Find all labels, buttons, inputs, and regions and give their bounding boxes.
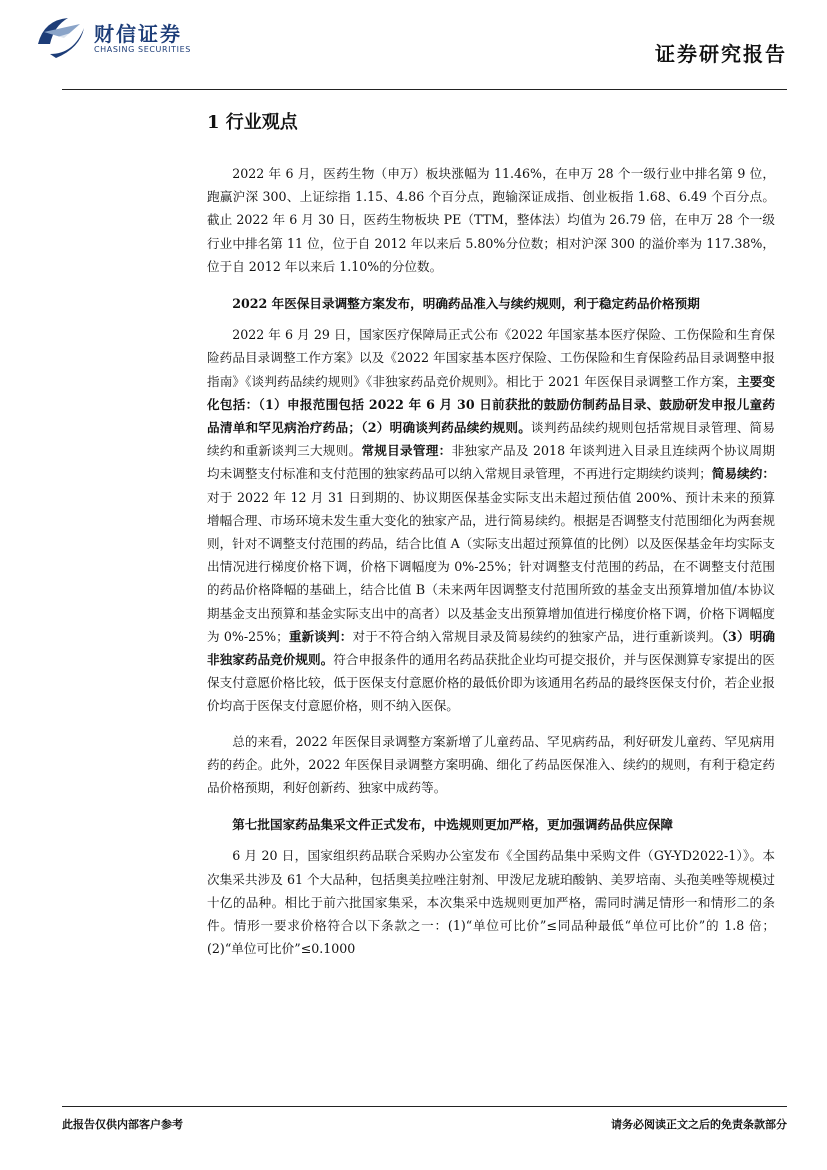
page-header xyxy=(0,0,827,92)
section-title: 1 行业观点 xyxy=(207,112,298,133)
logo-mark-icon xyxy=(34,14,88,60)
footer-disclaimer-right: 请务必阅读正文之后的免责条款部分 xyxy=(611,1118,787,1131)
text-segment: 符合申报条件的通用名药品获批企业均可提交报价，并与医保测算专家提出的医保支付意愿价格比较，低于医保支付意愿价格的最低价即为该通用名药品的最终医保支付价，若企业报价均高于医保支付意愿价格，则不纳入医保。 xyxy=(207,652,776,714)
paragraph-summary: 总的来看，2022 年医保目录调整方案新增了儿童药品、罕见病药品，利好研发儿童药、罕见病用药的药企。此外，2022 年医保目录调整方案明确、细化了药品医保准入、续约的规则，有利于稳定药品价格预期，利好创新药、独家中成药等。 xyxy=(207,733,775,796)
bold-text-segment: 简易续约： xyxy=(711,466,776,482)
bold-text-segment: 主要变化包括：（1）申报范围包括 2022 年 6 月 30 日前获批的鼓励仿制药品目录、鼓励研发申报儿童药品清单和罕见病治疗药品；（2）明确谈判药品续约规则。 xyxy=(207,373,775,436)
paragraph-insurance-catalog xyxy=(207,323,775,717)
text-segment: 2022 年 6 月 29 日，国家医疗保障局正式公布《2022 年国家基本医疗保险、工伤保险和生育保险药品目录调整工作方案》以及《2022 年国家基本医疗保险、工伤保险和生育保险药品目录调整申报指南》《谈判药品续约规则》《非独家药品竞价规则》。相比于 2021 年医保目录调整工作方案， xyxy=(207,327,775,389)
header-divider xyxy=(62,89,787,90)
logo-chinese-name: 财信证券 xyxy=(94,22,182,46)
logo-english-name: CHASING SECURITIES xyxy=(94,45,191,54)
paragraph-market-performance: 2022 年 6 月，医药生物（申万）板块涨幅为 11.46%，在申万 28 个一级行业中排名第 9 位，跑赢沪深 300、上证综指 1.15、4.86 个百分点，跑输深证成指、创业板指 1.68、6.49 个百分点。截止 2022 年 6 月 30 日，医药生物板块 PE（TTM，整体法）均值为 26.79 倍，在申万 28 个一级行业中排名第 11 位，位于自 2012 年以来后 5.80%分位数；相对沪深 300 的溢价率为 117.38%，位于自 2012 年以来后 1.10%的分位数。 xyxy=(207,166,775,274)
bold-text-segment: 常规目录管理： xyxy=(361,443,452,459)
company-logo xyxy=(34,14,234,60)
footer-disclaimer-left: 此报告仅供内部客户参考 xyxy=(62,1118,183,1131)
bold-text-segment: 重新谈判： xyxy=(288,628,353,644)
footer-divider xyxy=(62,1106,787,1107)
subheading-procurement: 第七批国家药品集采文件正式发布，中选规则更加严格，更加强调药品供应保障 xyxy=(232,817,673,833)
subheading-medical-insurance: 2022 年医保目录调整方案发布，明确药品准入与续约规则，利于稳定药品价格预期 xyxy=(232,296,700,312)
report-type-label: 证券研究报告 xyxy=(655,42,787,66)
paragraph-procurement: 6 月 20 日，国家组织药品联合采购办公室发布《全国药品集中采购文件（GY-YD2022-1）》。本次集采共涉及 61 个大品种，包括奥美拉唑注射剂、甲泼尼龙琥珀酸钠、美罗培南、头孢美唑等规模过十亿的品种。相比于前六批国家集采，本次集采中选规则更加严格，需同时满足情形一和情形二的条件。情形一要求价格符合以下条款之一：(1)“单位可比价”≤同品种最低“单位可比价”的 1.8 倍；(2)“单位可比价”≤0.1000 xyxy=(207,848,775,957)
main-content xyxy=(207,108,775,961)
text-segment: 对于不符合纳入常规目录及简易续约的独家产品，进行重新谈判。 xyxy=(352,628,722,644)
text-segment: 非独家产品及 2018 年谈判进入目录且连续两个协议周期均未调整支付标准和支付范围的独家药品可以纳入常规目录管理，不再进行定期续约谈判； xyxy=(207,443,775,482)
bold-text-segment: （3）明确非独家药品竞价规则。 xyxy=(207,628,776,668)
text-segment: 对于 2022 年 12 月 31 日到期的、协议期医保基金实际支出未超过预估值 200%、预计未来的预算增幅合理、市场环境未发生重大变化的独家产品，进行简易续约。根据是否调整支付范围细化为两套规则，针对不调整支付范围的药品，结合比值 A（实际支出超过预算值的比例）以及医保基金年均实际支出情况进行梯度价格下调，价格下调幅度为 0%-25%；针对调整支付范围的药品，在不调整支付范围的药品价格降幅的基础上，结合比值 B（未来两年因调整支付范围所致的基金支出预算增加值/本协议期基金支出预算和基金实际支出中的高者）以及基金支出预算增加值进行梯度价格下调，价格下调幅度为 0%-25%； xyxy=(207,489,775,644)
text-segment: 谈判药品续约规则包括常规目录管理、简易续约和重新谈判三大规则。 xyxy=(207,420,775,459)
